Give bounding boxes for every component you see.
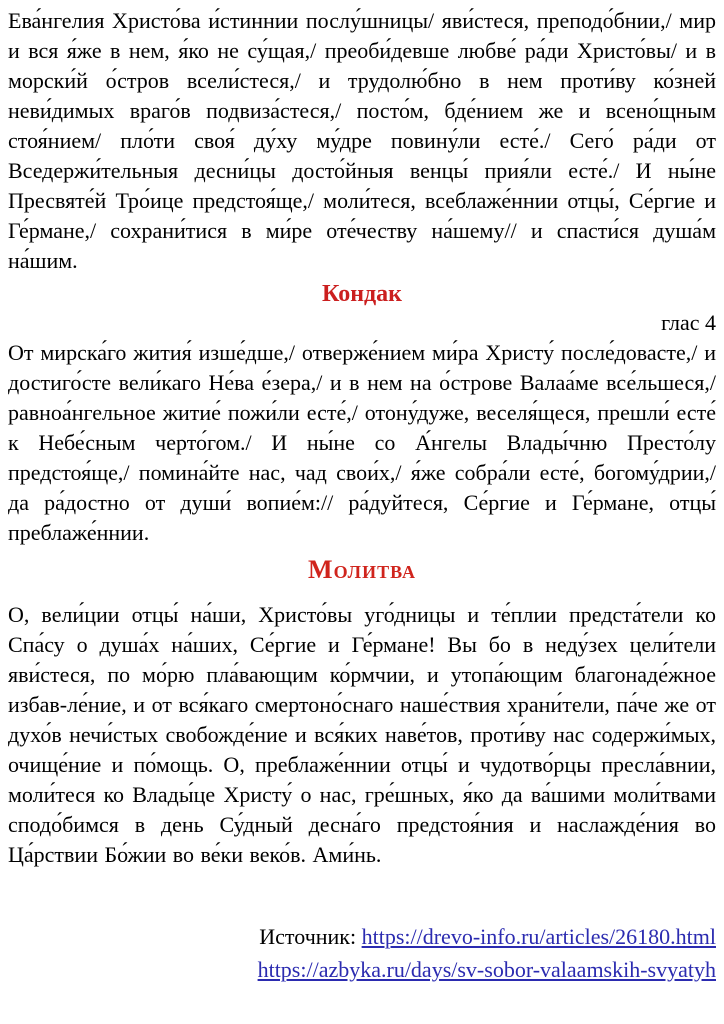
kondak-text: От мирска́го жития́ изше́дше,/ отверже́нием ми́ра Христу́ после́довасте,/ и достиго́сте вели́каго Не́ва е́зера,/ и в нем на о́строве Валаа́ме все́льшеся,/ равноа́нгельное житие́ пожи́ли есте́,/ отону́дуже, веселя́щеся, прешли́ есте́ к Небе́сным черто́гом./ И ны́не со А́нгелы Влады́чню Престо́лу предстоя́ще,/ помина́йте нас, чад свои́х,/ я́же собра́ли есте́, богому́дрии,/ да ра́достно от души́ вопие́м:// ра́дуйтеся, Се́ргие и Ге́рмане, отцы́ преблаже́ннии. [8, 340, 716, 545]
molitva-heading: Молитва [308, 555, 416, 584]
source-link-azbyka[interactable]: https://azbyka.ru/days/sv-sobor-valaamskih-svyatyh [257, 957, 716, 982]
glas-line: глас 4 [661, 310, 716, 335]
source-block [8, 920, 716, 986]
troparion-text: Ева́нгелия Христо́ва и́стиннии послу́шницы/ яви́стеся, преподо́бнии,/ мир и вся я́же в нем, я́ко не су́щая,/ преоби́девше любве́ ра́ди Христо́вы/ и в морски́й о́стров всели́стеся,/ и трудолю́бно в нем проти́ву ко́зней неви́димых враго́в подвиза́стеся,/ посто́м, бде́нием же и всено́щным стоя́нием/ пло́ти своя́ ду́ху му́дре повину́ли есте́./ Сего́ ра́ди от Вседержи́тельныя десни́цы досто́йныя венцы́ прия́ли есте́./ И ны́не Пресвяте́й Тро́ице предстоя́ще,/ моли́теся, всеблаже́ннии отцы́, Се́ргие и Ге́рмане,/ сохрани́тися в ми́ре оте́честву на́шему// и спасти́ся душа́м на́шим. [8, 8, 716, 273]
source-label: Источник: [259, 924, 357, 949]
source-line-2 [8, 953, 716, 986]
source-link-drevo-info[interactable]: https://drevo-info.ru/articles/26180.html [361, 924, 716, 949]
kondak-heading: Кондак [321, 281, 402, 307]
source-line-1 [8, 920, 716, 953]
molitva-text: О, вели́ции отцы́ на́ши, Христо́вы уго́дницы и те́плии предста́тели ко Спа́су о душа́х на́ших, Се́ргие и Ге́рмане! Вы бо в неду́зех цели́тели яви́стеся, по мо́рю пла́вающим ко́рмчии, и утопа́ющим благонаде́жное избав-ле́ние, и от вся́каго смертоно́снаго наше́ствия храни́тели, па́че же от духо́в нечи́стых свобожде́ние и вся́ких наве́тов, проти́ву нас содержи́мых, очище́ние и по́мощь. О, преблаже́ннии отцы́ и чудотво́рцы пресла́внии, моли́теся ко Влады́це Христу́ о нас, гре́шных, я́ко да ва́шими моли́твами сподо́бимся в день Су́дный десна́го предстоя́ния и наслажде́ния во Ца́рствии Бо́жии во ве́ки веко́в. Ами́нь. [8, 602, 716, 867]
